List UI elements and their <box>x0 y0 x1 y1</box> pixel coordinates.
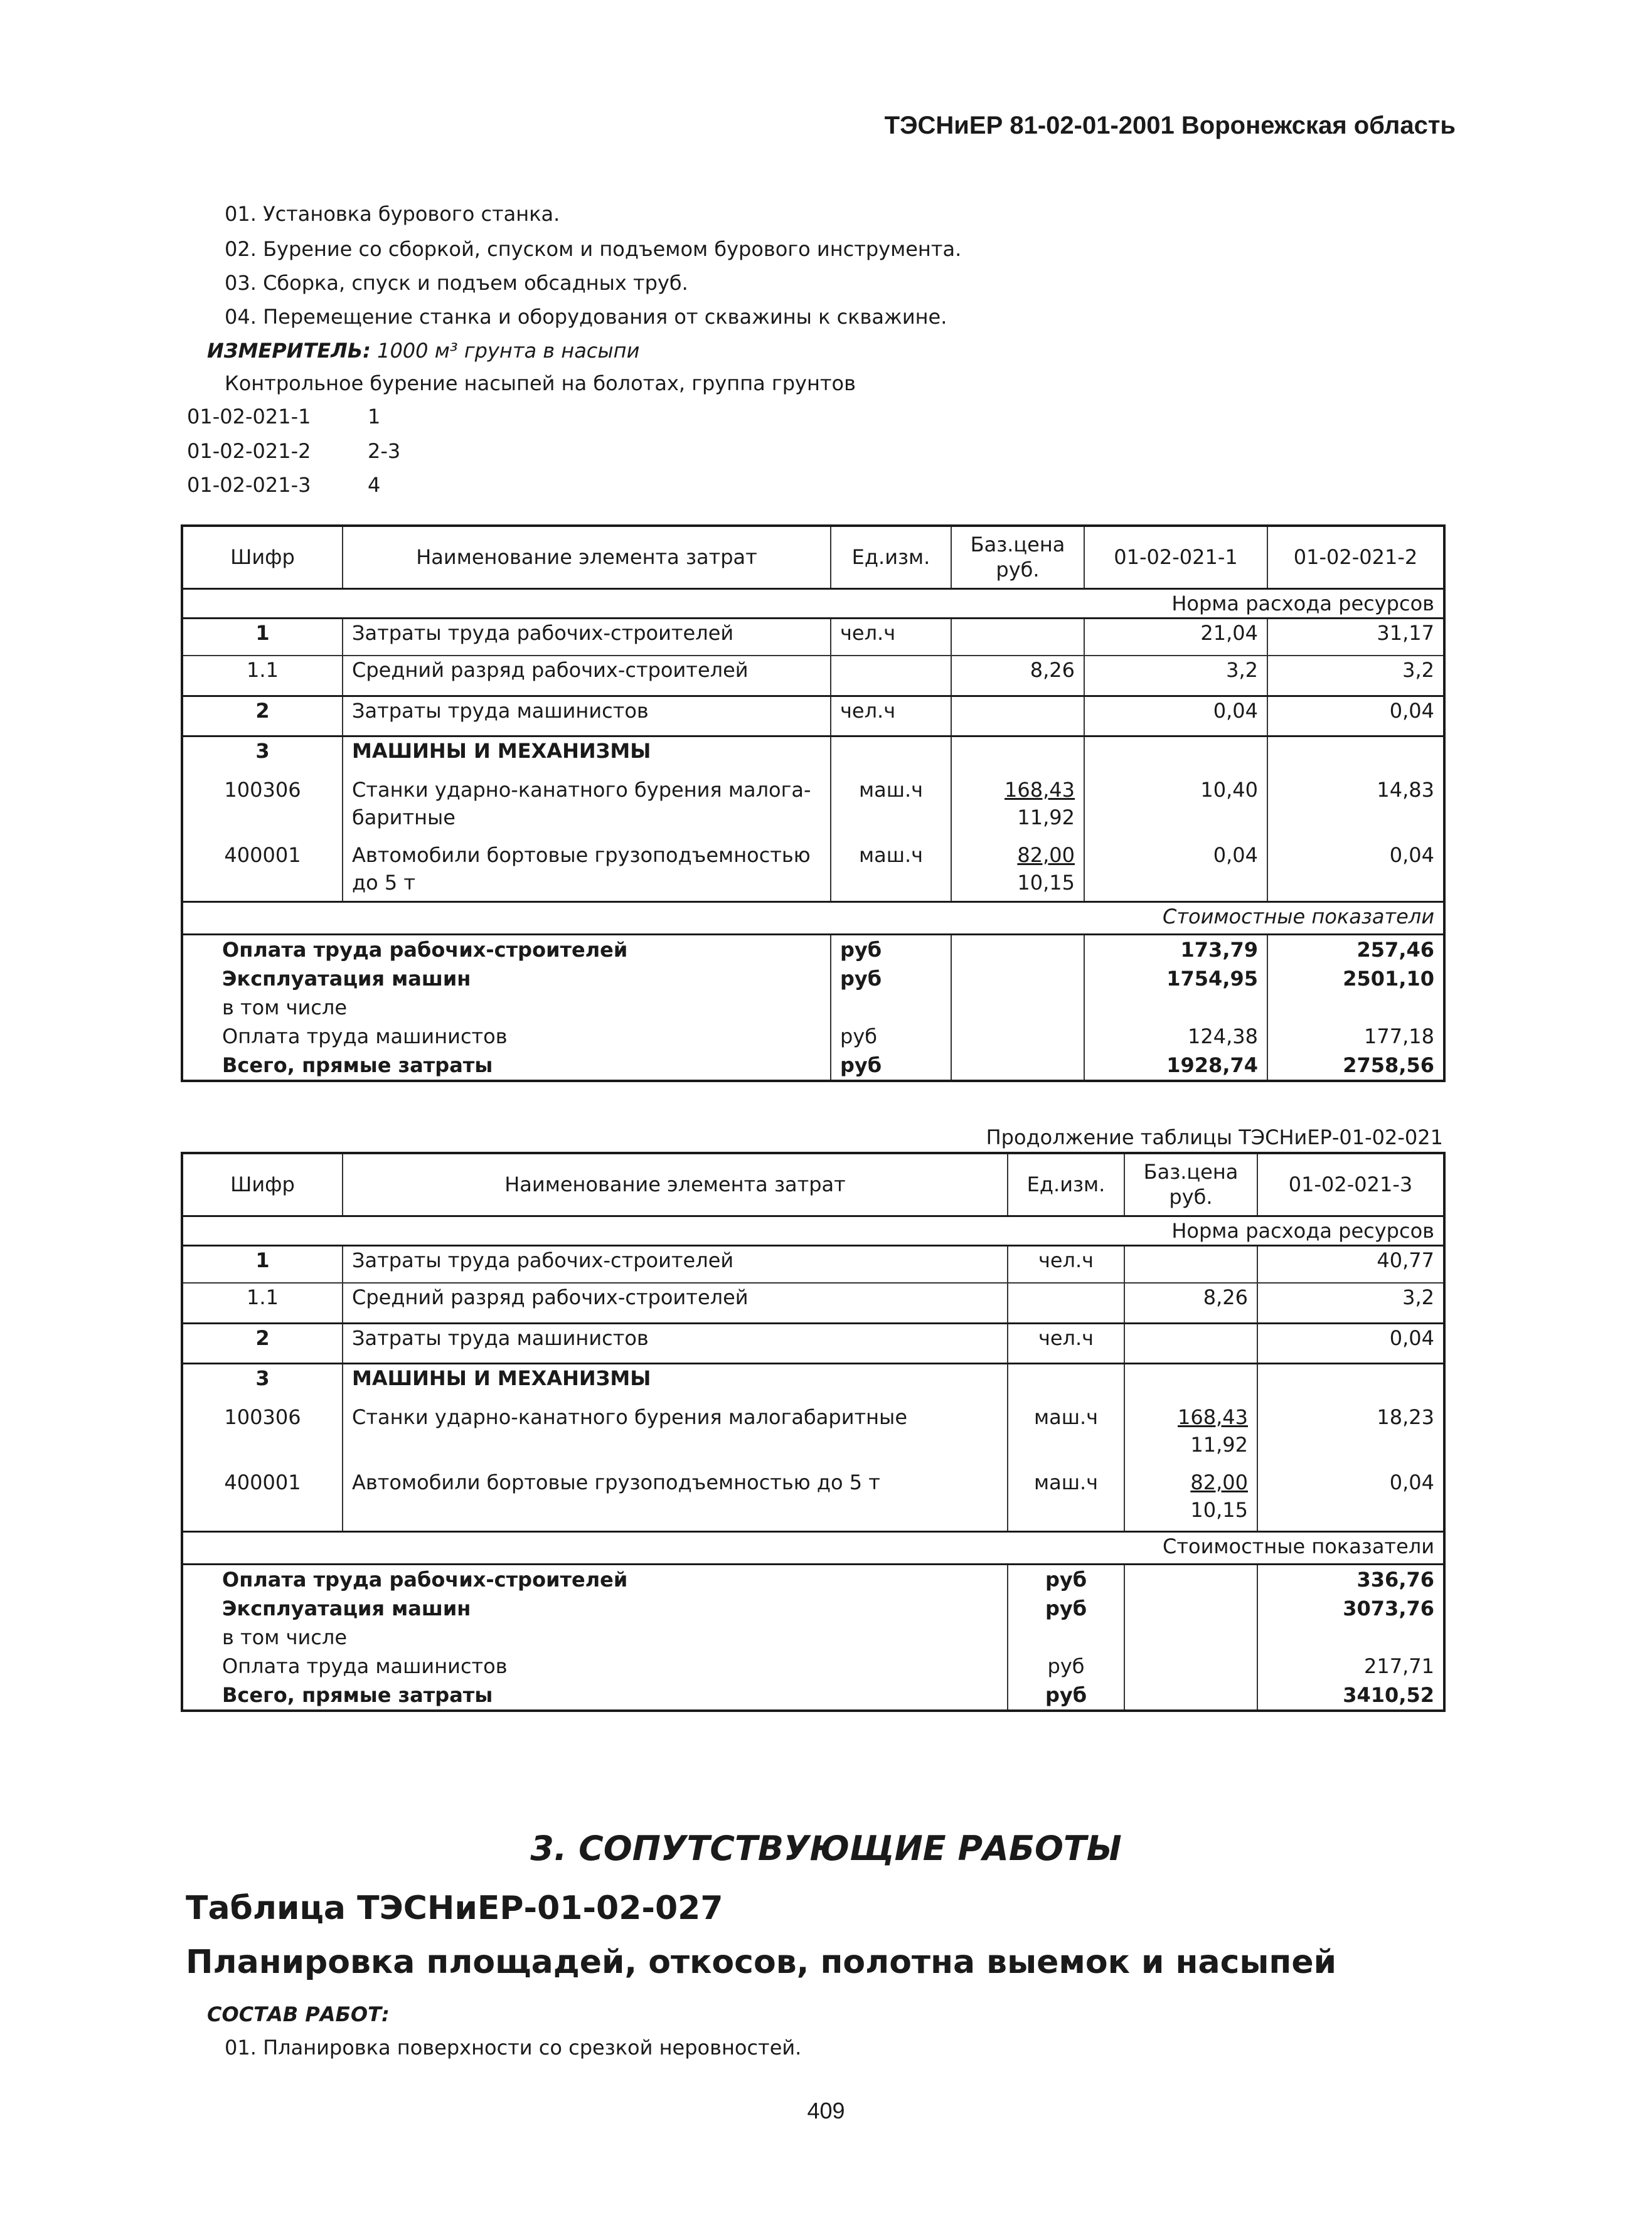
norm-label: Норма расхода ресурсов <box>182 588 1444 618</box>
sum-row: Всего, прямые затраты руб 3410,52 <box>182 1681 1444 1711</box>
sum-row: в том числе <box>182 993 1444 1022</box>
subtitle: Контрольное бурение насыпей на болотах, группа грунтов <box>225 371 856 395</box>
table-title: Таблица ТЭСНиЕР-01-02-027 <box>186 1890 723 1927</box>
code-group: 4 <box>368 473 381 497</box>
code-id: 01-02-021-1 <box>187 405 311 428</box>
work-item: 02. Бурение со сборкой, спуском и подъемом бурового инструмента. <box>225 237 962 261</box>
sum-row: Оплата труда рабочих-строителей руб 173,79 257,46 <box>182 934 1444 964</box>
sum-row: Эксплуатация машин руб 3073,76 <box>182 1594 1444 1623</box>
resource-table-2 <box>181 1152 1446 1712</box>
work-item: 03. Сборка, спуск и подъем обсадных труб. <box>225 271 688 295</box>
table-name: Планировка площадей, откосов, полотна выемок и насыпей <box>186 1943 1337 1981</box>
table-row: 1.1 Средний разряд рабочих-строителей 8,26 3,2 3,2 <box>182 656 1444 696</box>
col-header-shifr: Шифр <box>182 526 343 588</box>
sum-row: в том числе <box>182 1623 1444 1652</box>
table-row: 1 Затраты труда рабочих-строителей чел.ч 21,04 31,17 <box>182 618 1444 656</box>
code-id: 01-02-021-2 <box>187 439 311 463</box>
sostav-label: СОСТАВ РАБОТ: <box>207 2002 390 2026</box>
col-header-code-1: 01-02-021-1 <box>1084 526 1267 588</box>
col-header-name: Наименование элемента затрат <box>343 526 831 588</box>
table-row: 100306 Станки ударно-канатного бурения малогабаритные маш.ч 168,43 11,92 18,23 <box>182 1403 1444 1469</box>
measure-label: ИЗМЕРИТЕЛЬ: <box>207 339 371 363</box>
code-group: 2-3 <box>368 439 401 463</box>
col-header-price: Баз.цена руб. <box>1124 1153 1257 1216</box>
section-heading: 3. СОПУТСТВУЮЩИЕ РАБОТЫ <box>530 1829 1122 1868</box>
measure-line <box>207 339 639 363</box>
cost-label: Стоимостные показатели <box>182 901 1444 934</box>
work-item: 04. Перемещение станка и оборудования от скважины к скважине. <box>225 305 947 329</box>
code-group: 1 <box>368 405 381 428</box>
table-row: 1.1 Средний разряд рабочих-строителей 8,26 3,2 <box>182 1283 1444 1323</box>
table-row: 2 Затраты труда машинистов чел.ч 0,04 <box>182 1323 1444 1363</box>
table-row: 2 Затраты труда машинистов чел.ч 0,04 0,04 <box>182 696 1444 736</box>
work-item: 01. Планировка поверхности со срезкой неровностей. <box>225 2036 802 2060</box>
running-header: ТЭСНиЕР 81-02-01-2001 Воронежская область <box>884 112 1456 139</box>
table-row: 1 Затраты труда рабочих-строителей чел.ч 40,77 <box>182 1245 1444 1283</box>
table-row: 3 МАШИНЫ И МЕХАНИЗМЫ <box>182 1363 1444 1403</box>
col-header-name: Наименование элемента затрат <box>343 1153 1008 1216</box>
col-header-code-3: 01-02-021-3 <box>1257 1153 1444 1216</box>
table-row: 400001 Автомобили бортовые грузоподъемностью до 5 т маш.ч 82,00 10,15 0,04 <box>182 1469 1444 1531</box>
page-number: 409 <box>807 2098 845 2124</box>
col-header-unit: Ед.изм. <box>1008 1153 1124 1216</box>
table-row: 3 МАШИНЫ И МЕХАНИЗМЫ <box>182 736 1444 776</box>
sum-row: Всего, прямые затраты руб 1928,74 2758,56 <box>182 1051 1444 1081</box>
code-id: 01-02-021-3 <box>187 473 311 497</box>
cost-label: Стоимостные показатели <box>182 1531 1444 1564</box>
sum-row: Оплата труда машинистов руб 124,38 177,18 <box>182 1022 1444 1051</box>
table-row: 100306 Станки ударно-канатного бурения малога-баритные маш.ч 168,43 11,92 10,40 14,83 <box>182 776 1444 841</box>
sum-row: Эксплуатация машин руб 1754,95 2501,10 <box>182 964 1444 993</box>
sum-row: Оплата труда машинистов руб 217,71 <box>182 1652 1444 1681</box>
norm-label: Норма расхода ресурсов <box>182 1216 1444 1245</box>
resource-table-1 <box>181 524 1446 1082</box>
table-row: 400001 Автомобили бортовые грузоподъемностью до 5 т маш.ч 82,00 10,15 0,04 0,04 <box>182 841 1444 901</box>
work-item: 01. Установка бурового станка. <box>225 202 560 226</box>
col-header-unit: Ед.изм. <box>831 526 951 588</box>
col-header-code-2: 01-02-021-2 <box>1267 526 1444 588</box>
measure-value: 1000 м³ грунта в насыпи <box>377 339 640 363</box>
col-header-shifr: Шифр <box>182 1153 343 1216</box>
continuation-caption: Продолжение таблицы ТЭСНиЕР-01-02-021 <box>986 1125 1443 1149</box>
col-header-price: Баз.цена руб. <box>951 526 1084 588</box>
sum-row: Оплата труда рабочих-строителей руб 336,76 <box>182 1564 1444 1594</box>
